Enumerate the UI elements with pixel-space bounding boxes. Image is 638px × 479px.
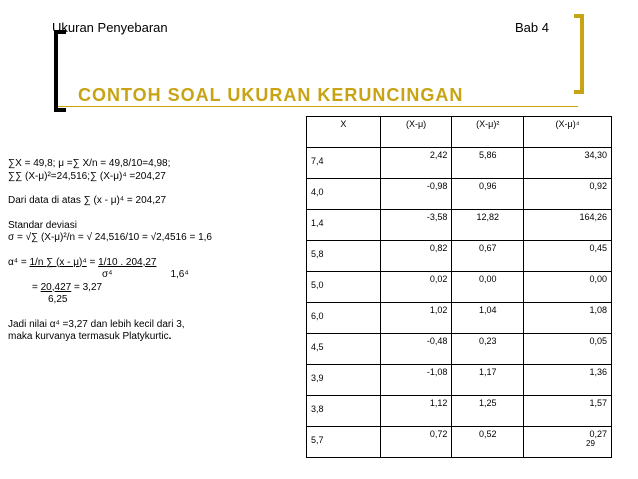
cell-dev: 1,12 (380, 396, 452, 427)
cell-dev: 0,82 (380, 241, 452, 272)
table-row (307, 241, 612, 272)
table-row (307, 396, 612, 427)
cell-x: 1,4 (307, 210, 381, 241)
cell-dev: 2,42 (380, 148, 452, 179)
cell-dev: 1,02 (380, 303, 452, 334)
cell-dev: -1,08 (380, 365, 452, 396)
sum-line: ∑X = 49,8; μ =∑ X/n = 49,8/10=4,98; (8, 158, 171, 169)
cell-dev4: 0,05 (524, 334, 612, 365)
solution-text (8, 158, 280, 344)
left-bracket-decoration (54, 30, 66, 112)
cell-dev2: 0,67 (452, 241, 524, 272)
cell-dev2: 0,00 (452, 272, 524, 303)
cell-dev4: 0,00 (524, 272, 612, 303)
cell-dev2: 5,86 (452, 148, 524, 179)
cell-dev4: 34,30 (524, 148, 612, 179)
std-dev-formula: σ = √∑ (X-μ)²/n = √ 24,516/10 = √2,4516 = 1,6 (8, 232, 212, 243)
header-subject: Ukuran Penyebaran (52, 20, 168, 35)
conclusion-line1: Jadi nilai α⁴ =3,27 dan lebih kecil dari 3, (8, 318, 185, 330)
cell-x: 3,9 (307, 365, 381, 396)
formula-denominator-2: 1,6⁴ (170, 269, 189, 280)
cell-dev: -0,48 (380, 334, 452, 365)
conclusion-line2: maka kurvanya termasuk Platykurtic. (8, 331, 172, 342)
cell-x: 5,0 (307, 272, 381, 303)
page-number: 29 (586, 439, 595, 448)
cell-dev4: 1,57 (524, 396, 612, 427)
cell-dev4: 0,45 (524, 241, 612, 272)
formula-lhs: α⁴ = (8, 256, 30, 268)
kurtosis-formula-row2 (8, 269, 280, 282)
cell-dev4: 0,27 (524, 427, 612, 458)
cell-x: 5,7 (307, 427, 381, 458)
cell-dev2: 1,25 (452, 396, 524, 427)
table-row (307, 427, 612, 458)
kurtosis-formula-row1 (8, 257, 280, 270)
col-header-x: X (307, 117, 381, 148)
cell-dev2: 0,52 (452, 427, 524, 458)
std-dev-label: Standar deviasi (8, 219, 77, 231)
cell-dev: 0,02 (380, 272, 452, 303)
header-chapter: Bab 4 (515, 20, 549, 35)
table-row (307, 303, 612, 334)
title-underline (58, 106, 578, 107)
cell-dev4: 1,36 (524, 365, 612, 396)
formula-numerator: 1/n ∑ (x - μ)⁴ (29, 256, 87, 268)
cell-dev2: 1,04 (452, 303, 524, 334)
cell-x: 7,4 (307, 148, 381, 179)
result-row2 (8, 294, 280, 307)
table-row (307, 179, 612, 210)
slide-title: CONTOH SOAL UKURAN KERUNCINGAN (78, 85, 464, 105)
cell-x: 3,8 (307, 396, 381, 427)
cell-x: 6,0 (307, 303, 381, 334)
table-row (307, 148, 612, 179)
cell-x: 5,8 (307, 241, 381, 272)
cell-dev4: 164,26 (524, 210, 612, 241)
cell-dev4: 0,92 (524, 179, 612, 210)
from-data-line: Dari data di atas ∑ (x - μ)⁴ = 204,27 (8, 195, 167, 206)
table-row (307, 272, 612, 303)
table-row (307, 334, 612, 365)
table-row (307, 210, 612, 241)
col-header-deviation: (X-μ) (380, 117, 452, 148)
table-row (307, 365, 612, 396)
cell-x: 4,5 (307, 334, 381, 365)
cell-dev2: 0,23 (452, 334, 524, 365)
table-header-row (307, 117, 612, 148)
cell-dev: 0,72 (380, 427, 452, 458)
cell-dev2: 1,17 (452, 365, 524, 396)
result-value: = 3,27 (71, 281, 103, 293)
cell-dev: -3,58 (380, 210, 452, 241)
col-header-deviation-squared: (X-μ)² (452, 117, 524, 148)
result-row1 (8, 282, 280, 295)
formula-numerator-2: 1/10 . 204,27 (98, 256, 157, 268)
formula-denominator: σ⁴ (102, 269, 113, 280)
result-equals: = (32, 281, 41, 293)
cell-dev2: 12,82 (452, 210, 524, 241)
cell-dev: -0,98 (380, 179, 452, 210)
data-table (306, 116, 612, 458)
formula-equals: = (86, 256, 99, 268)
cell-x: 4,0 (307, 179, 381, 210)
col-header-deviation-fourth: (X-μ)⁴ (524, 117, 612, 148)
result-numerator: 20,427 (40, 281, 72, 293)
cell-dev2: 0,96 (452, 179, 524, 210)
cell-dev4: 1,08 (524, 303, 612, 334)
squares-line: ∑∑ (X-μ)²=24,516;∑ (X-μ)⁴ =204,27 (8, 170, 166, 182)
right-bracket-decoration (574, 14, 584, 94)
result-denominator: 6,25 (48, 294, 68, 305)
